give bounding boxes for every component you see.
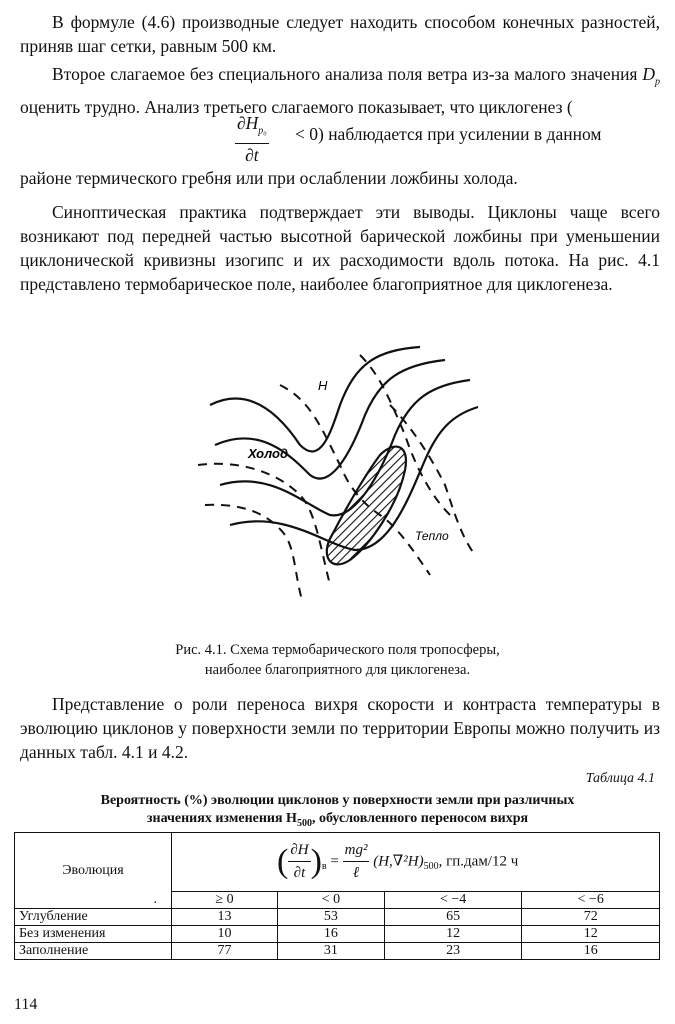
- header-formula: ( $\frac{\partial H}{\partial t}$ )$_в$ = $\frac{\text{mg²}}{\text{ℓ}}$ $(H,\nabla^2H)_{500}$, гп.дам/12 ч: [277, 839, 518, 884]
- value-cell: 53: [277, 909, 384, 926]
- label-h: Н: [318, 378, 328, 393]
- page-number: 114: [14, 996, 38, 1013]
- paragraph-1: В формуле (4.6) производные следует находить способом конечных разностей, приняв шаг сетки, равным 500 км.: [20, 12, 660, 56]
- formula-eq: =: [330, 853, 339, 870]
- label-cold: Холод: [248, 446, 289, 461]
- value-cell: 12: [522, 926, 660, 943]
- paragraph-2-end: районе термического гребня или при ослаблении ложбины холода.: [20, 168, 518, 188]
- table-row: [15, 926, 660, 943]
- derivative-denominator: ∂t: [245, 144, 259, 165]
- formula-lhs-num: ∂H: [288, 839, 310, 862]
- value-cell: 13: [172, 909, 278, 926]
- threshold-cell: ≥ 0: [172, 892, 278, 909]
- table-row: [15, 943, 660, 960]
- formula-rhs-sub: 500: [423, 860, 439, 872]
- value-cell: 12: [384, 926, 522, 943]
- table-label: Таблица 4.1: [585, 771, 655, 786]
- derivative-numerator: ∂H: [237, 113, 259, 133]
- table-title-subscript: 500: [296, 817, 312, 829]
- paragraph-4: Представление о роли переноса вихря скорости и контраста температуры в эволюцию циклонов у поверхности земли по территории Европы можно получить из данных табл. 4.1 и 4.2.: [20, 694, 660, 762]
- table-title-line-2: значениях изменения H: [146, 811, 297, 826]
- value-cell: 16: [277, 926, 384, 943]
- header-formula-cell: [172, 833, 660, 892]
- paragraph-3: Синоптическая практика подтверждает эти выводы. Циклоны чаще всего возникают под передней частью высотной барической ложбины при уменьшении циклонической кривизны изогипс и их расходимости вдоль потока. На рис. 4.1 представлено термобарическое поле, наиболее благоприятное для циклогенеза.: [20, 202, 660, 294]
- value-cell: 16: [522, 943, 660, 960]
- threshold-cell: < 0: [277, 892, 384, 909]
- formula-units: , гп.дам/12 ч: [438, 853, 519, 870]
- label-warm: Тепло: [415, 529, 449, 543]
- formula-rhs-den: ℓ: [352, 865, 360, 881]
- formula-lhs: [288, 839, 310, 884]
- header-dot: .: [153, 892, 157, 907]
- value-cell: 65: [384, 909, 522, 926]
- inline-formula-line: [20, 112, 660, 165]
- row-label: Углубление: [15, 909, 172, 926]
- value-cell: 10: [172, 926, 278, 943]
- evolution-probability-table: [14, 832, 660, 960]
- value-cell: 23: [384, 943, 522, 960]
- value-cell: 31: [277, 943, 384, 960]
- table-title-line-1: Вероятность (%) эволюции циклонов у поверхности земли при различных: [100, 793, 575, 808]
- threshold-cell: < −6: [522, 892, 660, 909]
- variable-d: D: [642, 64, 655, 84]
- formula-rhs-frac: [343, 839, 370, 884]
- table-title: [20, 792, 655, 833]
- value-cell: 77: [172, 943, 278, 960]
- formula-rhs-num: mg²: [343, 839, 370, 862]
- table-header-row: [15, 833, 660, 892]
- paragraph-2: [20, 62, 660, 119]
- formula-lhs-den: ∂t: [293, 865, 306, 881]
- table-title-line-3: , обусловленного переносом вихря: [311, 811, 529, 826]
- row-label: Заполнение: [15, 943, 172, 960]
- header-evolution-cell: [15, 833, 172, 909]
- figure-diagram: [190, 345, 480, 625]
- isotherm-2: [205, 505, 302, 600]
- header-evolution: Эволюция: [62, 862, 124, 878]
- paragraph-2-part-b: оценить трудно. Анализ третьего слагаемого показывает, что циклогенез (: [20, 96, 573, 117]
- formula-lhs-sub: в: [321, 860, 327, 872]
- table-row: [15, 909, 660, 926]
- figure-caption: [40, 640, 635, 680]
- threshold-cell: < −4: [384, 892, 522, 909]
- isotherm-1: [198, 464, 330, 585]
- figure-thermobaric-field: [190, 345, 480, 625]
- caption-line-2: наиболее благоприятного для циклогенеза.: [204, 662, 471, 678]
- paragraph-2-part-c: < 0) наблюдается при усилении в данном: [295, 124, 602, 144]
- derivative-subscript: p₀: [258, 125, 267, 137]
- caption-line-1: Рис. 4.1. Схема термобарического поля тропосферы,: [175, 642, 500, 658]
- value-cell: 72: [522, 909, 660, 926]
- derivative-fraction: [235, 112, 269, 166]
- formula-rhs-paren: (H,∇²H): [373, 853, 424, 870]
- row-label: Без изменения: [15, 926, 172, 943]
- variable-d-subscript: p: [655, 76, 660, 88]
- paragraph-2-part-a: Второе слагаемое без специального анализа поля ветра из-за малого значения: [52, 64, 643, 84]
